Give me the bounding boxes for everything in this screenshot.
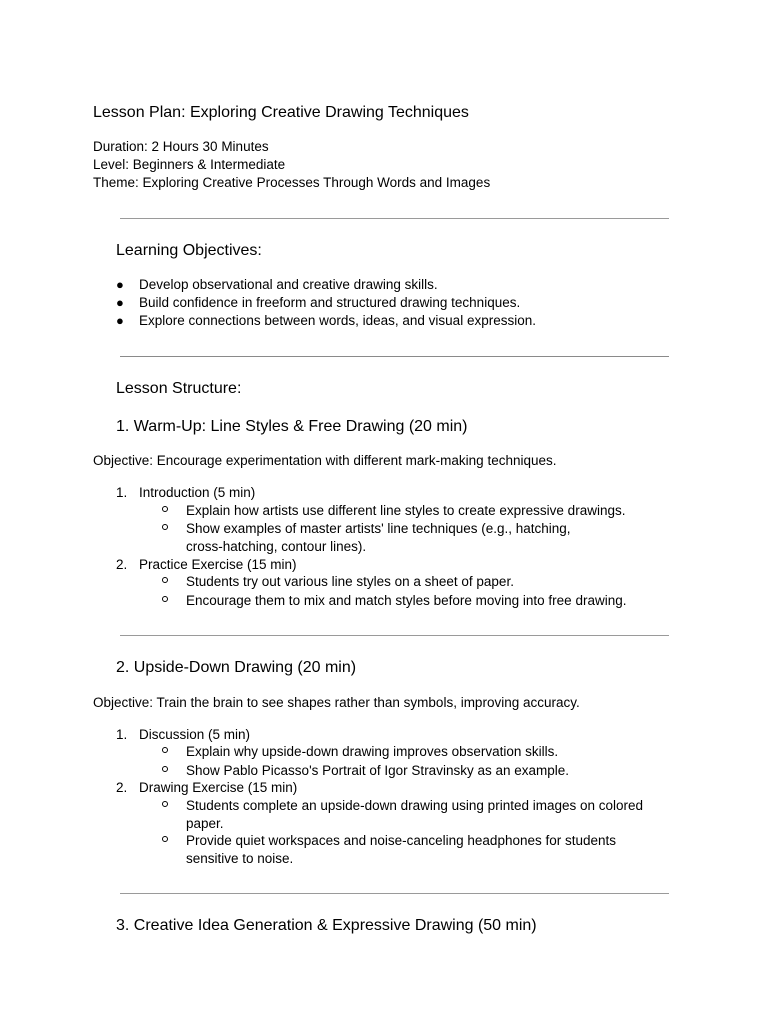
step-number: 2.	[116, 557, 128, 572]
divider	[120, 356, 669, 357]
step-number: 1.	[116, 727, 128, 742]
sub-item-continuation: sensitive to noise.	[186, 851, 294, 866]
step-label: Discussion (5 min)	[139, 727, 251, 742]
section-heading: 2. Upside-Down Drawing (20 min)	[116, 659, 357, 676]
sub-bullet-icon	[162, 836, 168, 842]
step-label: Drawing Exercise (15 min)	[139, 780, 298, 795]
sub-bullet-icon	[162, 524, 168, 530]
bullet-icon: ●	[116, 295, 124, 310]
bullet-icon: ●	[116, 277, 124, 292]
divider	[120, 218, 669, 219]
structure-heading: Lesson Structure:	[116, 380, 242, 397]
objective-item: Explore connections between words, ideas, and visual expression.	[139, 313, 536, 328]
sub-item: Explain why upside-down drawing improves observation skills.	[186, 744, 559, 759]
sub-bullet-icon	[162, 801, 168, 807]
page-title: Lesson Plan: Exploring Creative Drawing Techniques	[93, 104, 469, 121]
step-number: 2.	[116, 780, 128, 795]
section-heading: 1. Warm-Up: Line Styles & Free Drawing (20 min)	[116, 418, 468, 435]
sub-bullet-icon	[162, 506, 168, 512]
sub-item: Students try out various line styles on a sheet of paper.	[186, 574, 514, 589]
step-label: Introduction (5 min)	[139, 485, 256, 500]
step-number: 1.	[116, 485, 128, 500]
section-objective: Objective: Encourage experimentation with different mark-making techniques.	[93, 453, 557, 468]
objective-item: Develop observational and creative drawing skills.	[139, 277, 438, 292]
theme-text: Theme: Exploring Creative Processes Through Words and Images	[93, 175, 491, 190]
sub-bullet-icon	[162, 596, 168, 602]
sub-item: Students complete an upside-down drawing using printed images on colored	[186, 798, 644, 813]
sub-item: Explain how artists use different line styles to create expressive drawings.	[186, 503, 626, 518]
sub-bullet-icon	[162, 766, 168, 772]
sub-bullet-icon	[162, 747, 168, 753]
level-text: Level: Beginners & Intermediate	[93, 157, 286, 172]
divider	[120, 635, 669, 636]
sub-item-continuation: paper.	[186, 816, 224, 831]
sub-item: Show Pablo Picasso's Portrait of Igor Stravinsky as an example.	[186, 763, 570, 778]
divider	[120, 893, 669, 894]
step-label: Practice Exercise (15 min)	[139, 557, 297, 572]
sub-item: Encourage them to mix and match styles before moving into free drawing.	[186, 593, 627, 608]
sub-item: Show examples of master artists' line techniques (e.g., hatching,	[186, 521, 571, 536]
duration-text: Duration: 2 Hours 30 Minutes	[93, 139, 269, 154]
section-heading: 3. Creative Idea Generation & Expressive Drawing (50 min)	[116, 917, 537, 934]
section-objective: Objective: Train the brain to see shapes rather than symbols, improving accuracy.	[93, 695, 580, 710]
sub-bullet-icon	[162, 577, 168, 583]
objective-item: Build confidence in freeform and structured drawing techniques.	[139, 295, 521, 310]
sub-item-continuation: cross-hatching, contour lines).	[186, 539, 367, 554]
objectives-heading: Learning Objectives:	[116, 242, 262, 259]
sub-item: Provide quiet workspaces and noise-canceling headphones for students	[186, 833, 617, 848]
bullet-icon: ●	[116, 313, 124, 328]
